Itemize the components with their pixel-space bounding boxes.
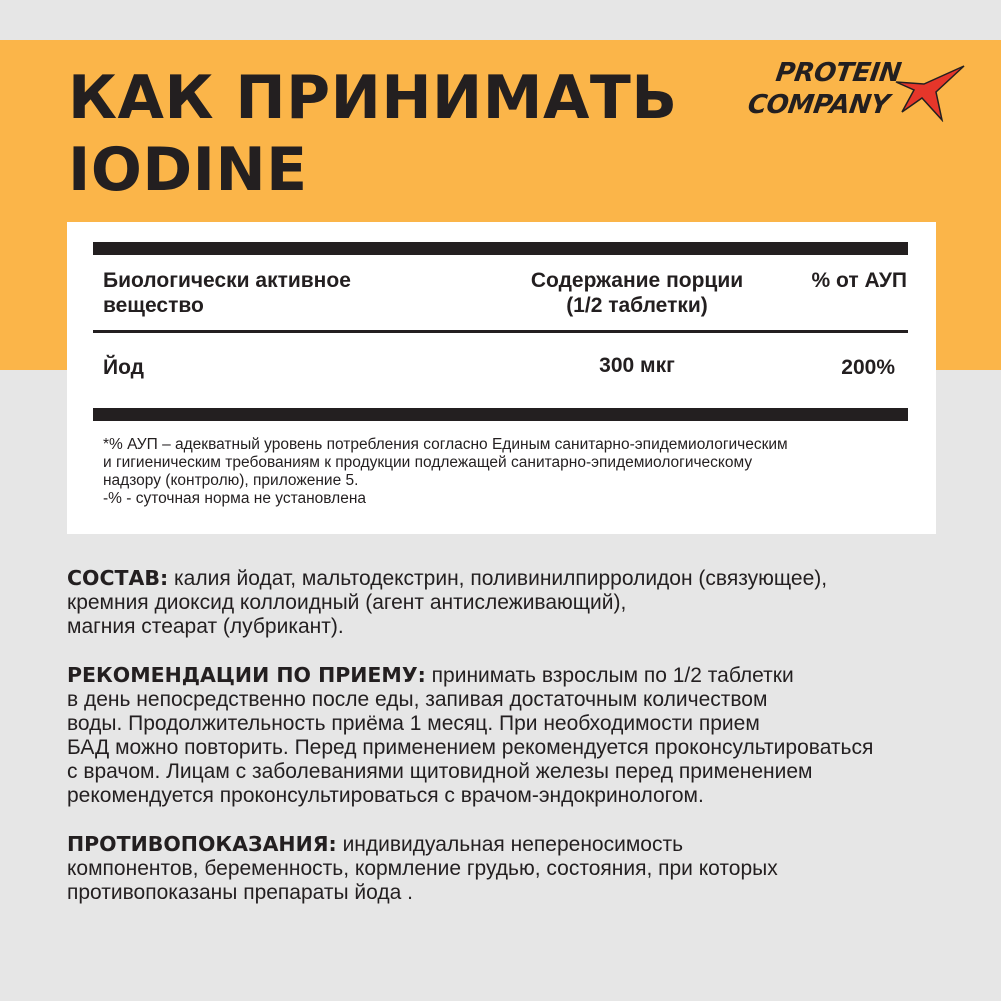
recommendations-text: БАД можно повторить. Перед применением рекомендуется проконсультироваться <box>67 736 874 759</box>
composition-text: калия йодат, мальтодекстрин, поливинилпирролидон (связующее), <box>168 567 828 590</box>
table-header-rule <box>93 330 908 333</box>
contraindications-text: противопоказаны препараты йода . <box>67 881 413 904</box>
table-cell-substance: Йод <box>103 356 144 379</box>
contraindications-label: ПРОТИВОПОКАЗАНИЯ: <box>67 832 337 856</box>
top-strip <box>0 0 1001 40</box>
composition-text: кремния диоксид коллоидный (агент антислеживающий), <box>67 591 627 614</box>
column-header-serving: Содержание порции (1/2 таблетки) <box>530 269 744 317</box>
contraindications-text: индивидуальная непереносимость <box>336 833 684 856</box>
contraindications-text: компонентов, беременность, кормление грудью, состояния, при которых <box>67 857 778 880</box>
column-header-percent: % от АУП <box>811 269 907 292</box>
table-bottom-rule <box>93 408 908 421</box>
recommendations-text: воды. Продолжительность приёма 1 месяц. При необходимости прием <box>67 712 760 735</box>
composition-section <box>67 566 977 639</box>
recommendations-text: рекомендуется проконсультироваться с врачом-эндокринологом. <box>67 784 704 807</box>
page-title <box>68 62 678 206</box>
recommendations-text: принимать взрослым по 1/2 таблетки <box>425 664 794 687</box>
table-cell-amount: 300 мкг <box>599 354 675 377</box>
star-icon <box>890 64 972 122</box>
table-cell-percent: 200% <box>841 356 895 379</box>
title-line-2: IODINE <box>68 135 308 205</box>
recommendations-label: РЕКОМЕНДАЦИИ ПО ПРИЕМУ: <box>67 663 426 687</box>
logo-text-company: COMPANY <box>745 90 892 120</box>
table-footnote: *% АУП – адекватный уровень потребления согласно Единым санитарно-эпидемиологическим и гигиеническим требованиям к продукции подлежащей санитарно-эпидемиологическому надзору (контролю), приложение 5. -% - суточная норма не установлена <box>103 436 788 507</box>
nutrition-table <box>67 222 936 534</box>
recommendations-section <box>67 663 977 808</box>
recommendations-text: с врачом. Лицам с заболеваниями щитовидной железы перед применением <box>67 760 813 783</box>
table-top-rule <box>93 242 908 255</box>
protein-company-logo <box>742 56 974 132</box>
recommendations-text: в день непосредственно после еды, запивая достаточным количеством <box>67 688 768 711</box>
contraindications-section <box>67 832 977 905</box>
title-line-1: КАК ПРИНИМАТЬ <box>68 63 678 133</box>
composition-text: магния стеарат (лубрикант). <box>67 615 344 638</box>
logo-text-protein: PROTEIN <box>773 58 903 88</box>
column-header-substance: Биологически активное вещество <box>103 269 351 317</box>
composition-label: СОСТАВ: <box>67 566 169 590</box>
